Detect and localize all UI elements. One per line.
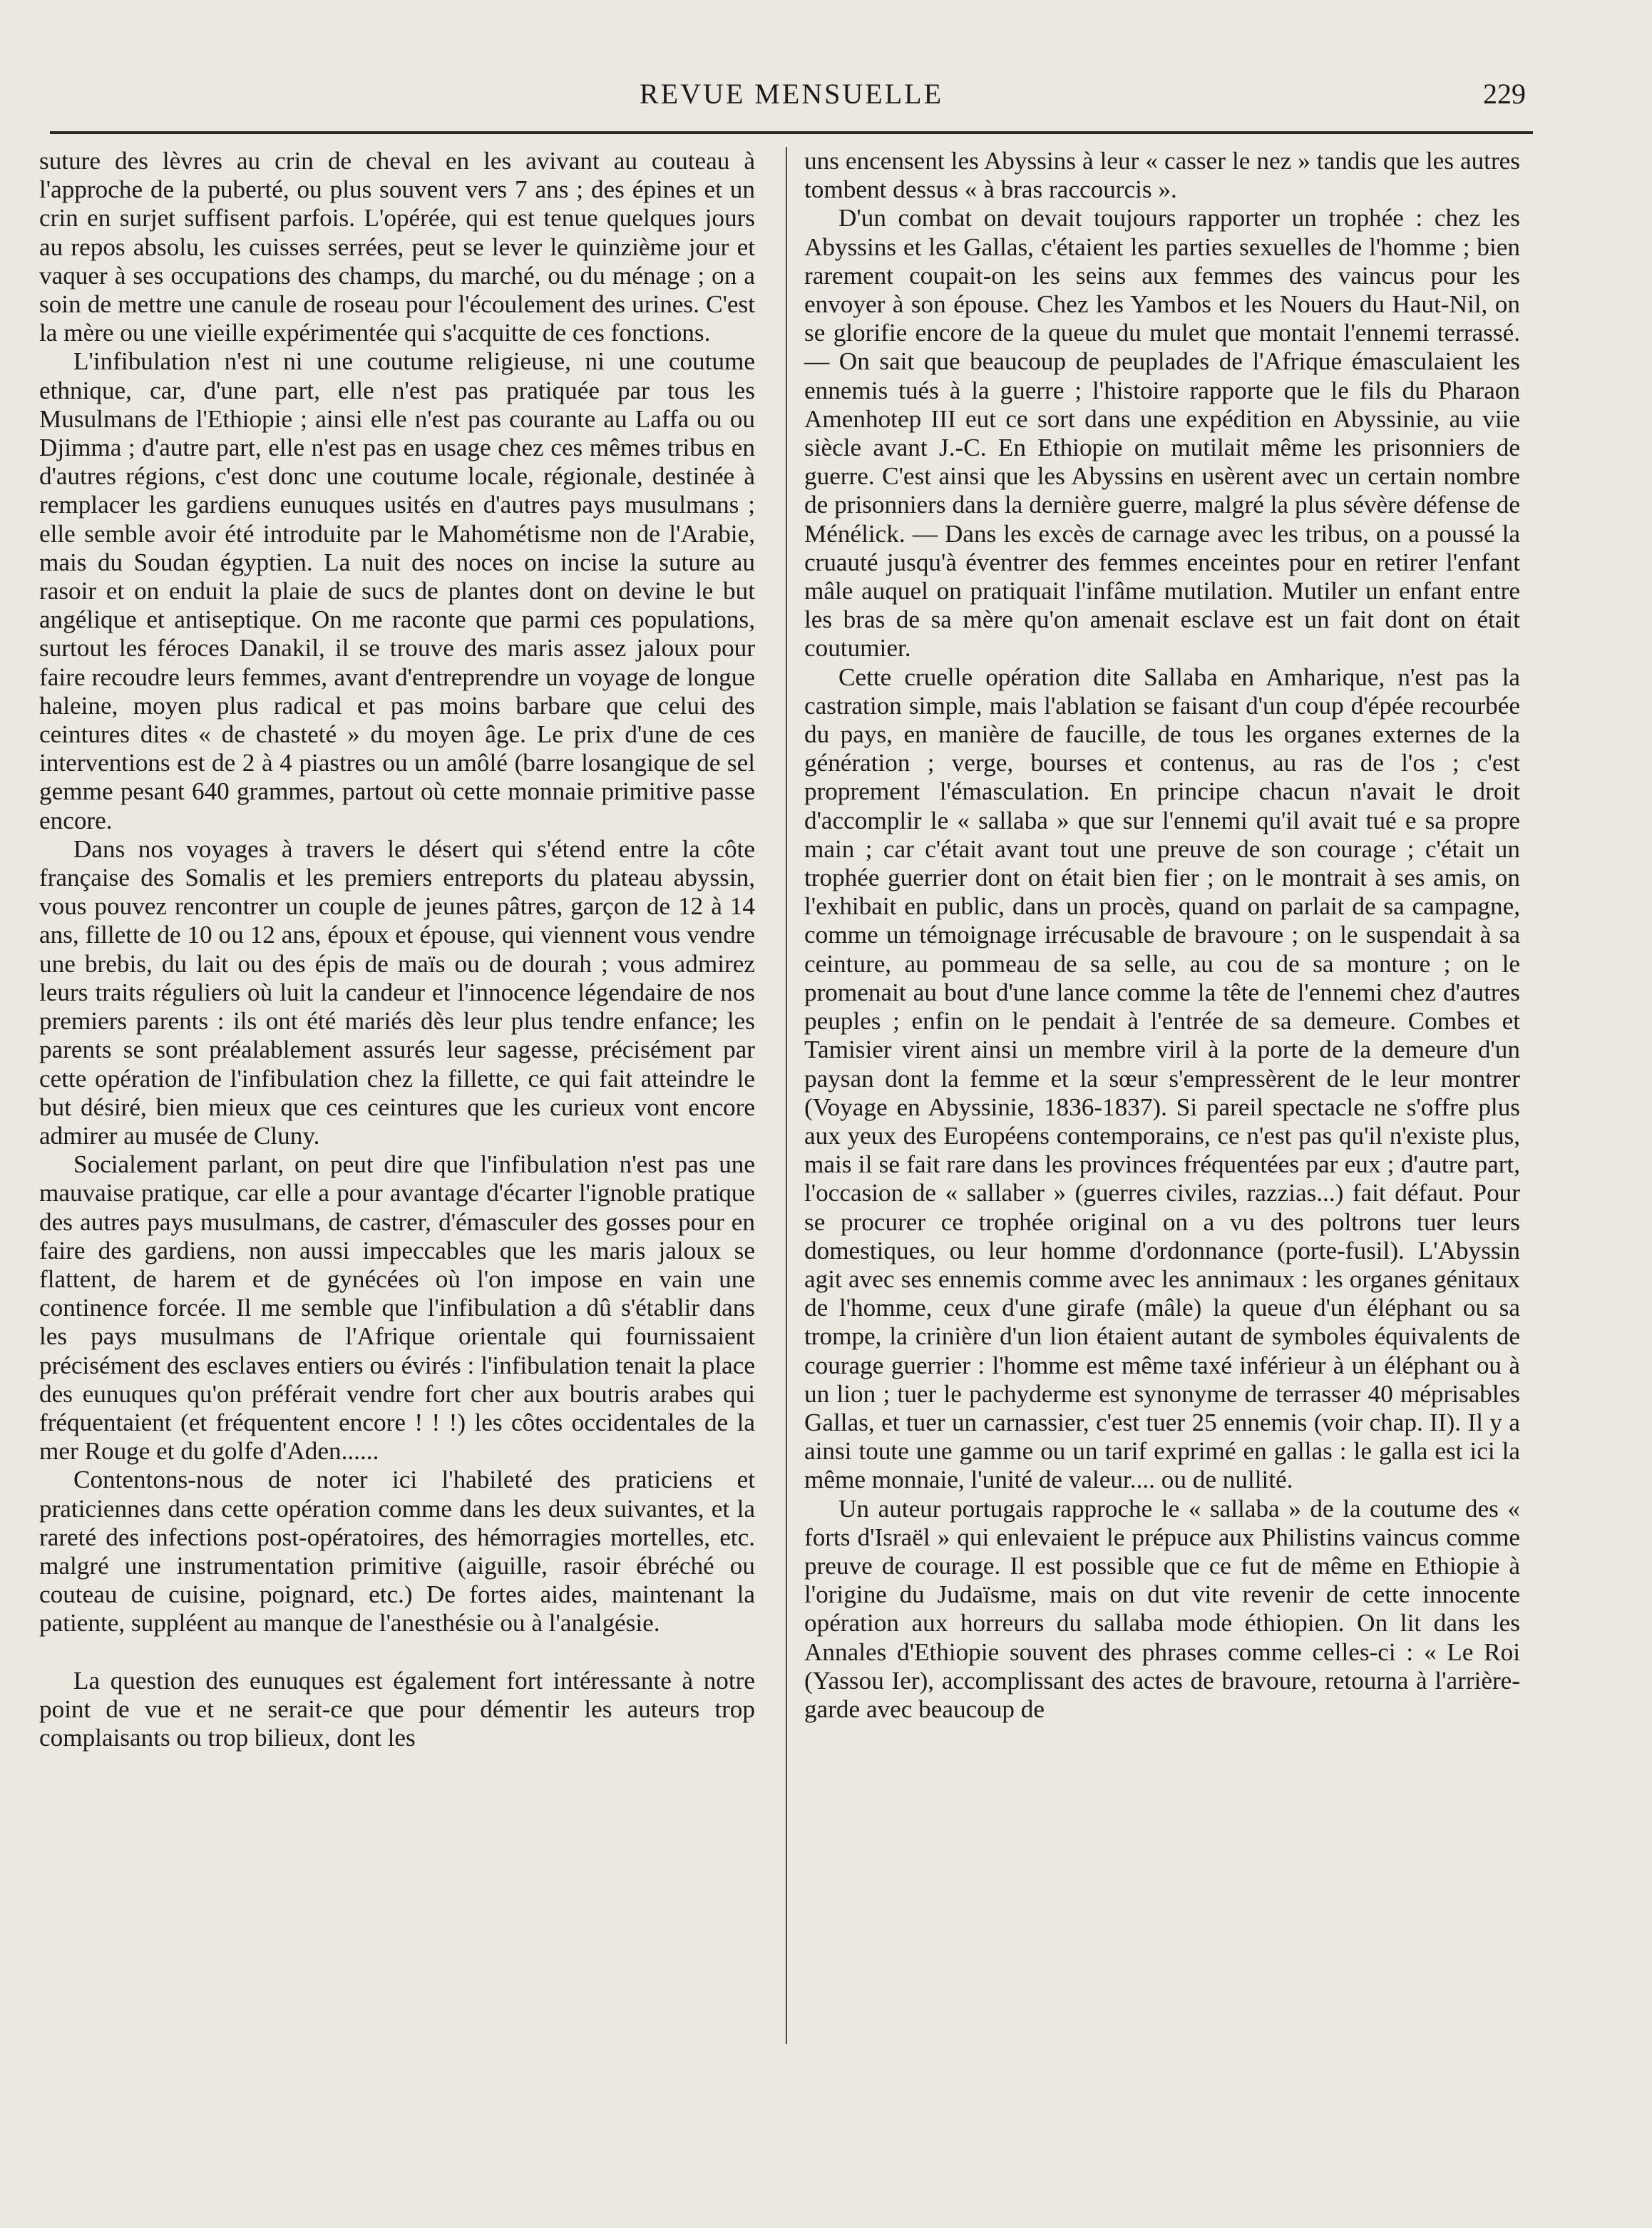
header-rule — [50, 131, 1533, 134]
running-title: REVUE MENSUELLE — [639, 78, 944, 110]
page-number: 229 — [1483, 78, 1526, 110]
right-column — [804, 147, 1520, 1724]
paragraph: La question des eunuques est également fort intéressante à notre point de vue et ne serait-ce que pour démentir les auteurs trop complaisants ou trop bilieux, dont les — [39, 1666, 755, 1752]
left-column — [39, 147, 755, 1752]
paragraph: Socialement parlant, on peut dire que l'infibulation n'est pas une mauvaise pratique, car elle a pour avantage d'écarter l'ignoble pratique des autres pays musulmans, de castrer, d'émasculer des gosses pour en faire des gardiens, non aussi impeccables que les maris jaloux se flattent, de harem et de gynécées où l'on impose en vain une continence forcée. Il me semble que l'infibulation a dû s'établir dans les pays musulmans de l'Afrique orientale qui fournissaient précisément des esclaves entiers ou évirés : l'infibulation tenait la place des eunuques qu'on préférait vendre fort cher aux boutris arabes qui fréquentaient (et fréquentent encore ! ! !) les côtes occidentales de la mer Rouge et du golfe d'Aden...... — [39, 1150, 755, 1466]
paragraph: suture des lèvres au crin de cheval en les avivant au couteau à l'approche de la puberté, ou plus souvent vers 7 ans ; des épines et un crin en surjet suffisent parfois. L'opérée, qui est tenue quelques jours au repos absolu, les cuisses serrées, peut se lever le quinzième jour et vaquer à ses occupations des champs, du marché, ou du ménage ; on a soin de mettre une canule de roseau pour l'écoulement des urines. C'est la mère ou une vieille expérimentée qui s'acquitte de ces fonctions. — [39, 147, 755, 347]
paragraph: Contentons-nous de noter ici l'habileté des praticiens et praticiennes dans cette opération comme dans les deux suivantes, et la rareté des infections post-opératoires, des hémorragies mortelles, etc. malgré une instrumentation primitive (aiguille, rasoir ébréché ou couteau de cuisine, poignard, etc.) De fortes aides, maintenant la patiente, suppléent au manque de l'anesthésie ou à l'analgésie. — [39, 1466, 755, 1637]
paragraph: L'infibulation n'est ni une coutume religieuse, ni une coutume ethnique, car, d'une part, elle n'est pas pratiquée par tous les Musulmans de l'Ethiopie ; ainsi elle n'est pas courante au Laffa ou ou Djimma ; d'autre part, elle n'est pas en usage chez ces mêmes tribus en d'autres régions, c'est donc une coutume locale, régionale, destinée à remplacer les gardiens eunuques usités en d'autres pays musulmans ; elle semble avoir été introduite par le Mahométisme non de l'Arabie, mais du Soudan égyptien. La nuit des noces on incise la suture au rasoir et on enduit la plaie de sucs de plantes dont on devine le but angélique et antiseptique. On me raconte que parmi ces populations, surtout les féroces Danakil, il se trouve des maris assez jaloux pour faire recoudre leurs femmes, avant d'entreprendre un voyage de longue haleine, moyen plus radical et pas moins barbare que celui des ceintures dites « de chasteté » du moyen âge. Le prix d'une de ces interventions est de 2 à 4 piastres ou un amôlé (barre losangique de sel gemme pesant 640 grammes, partout où cette monnaie primitive passe encore. — [39, 347, 755, 834]
paragraph: uns encensent les Abyssins à leur « casser le nez » tandis que les autres tombent dessus « à bras raccourcis ». — [804, 147, 1520, 204]
paragraph: D'un combat on devait toujours rapporter un trophée : chez les Abyssins et les Gallas, c'étaient les parties sexuelles de l'homme ; bien rarement coupait-on les seins aux femmes des vaincus pour les envoyer à son épouse. Chez les Yambos et les Nouers du Haut-Nil, on se glorifie encore de la queue du mulet que montait l'ennemi terrassé. — On sait que beaucoup de peuplades de l'Afrique émasculaient les ennemis tués à la guerre ; l'histoire rapporte que le fils du Pharaon Amenhotep III eut ce sort dans une expédition en Abyssinie, au viie siècle avant J.-C. En Ethiopie on mutilait même les prisonniers de guerre. C'est ainsi que les Abyssins en usèrent avec un certain nombre de prisonniers dans la dernière guerre, malgré la plus sévère défense de Ménélick. — Dans les excès de carnage avec les tribus, on a poussé la cruauté jusqu'à éventrer des femmes enceintes pour en retirer l'enfant mâle auquel on pratiquait l'infâme mutilation. Mutiler un enfant entre les bras de sa mère qu'on amenait esclave est un fait dont on était coutumier. — [804, 204, 1520, 663]
paragraph: Un auteur portugais rapproche le « sallaba » de la coutume des « forts d'Israël » qui enlevaient le prépuce aux Philistins vaincus comme preuve de courage. Il est possible que ce fut de même en Ethiopie à l'origine du Judaïsme, mais on dut vite revenir de cette innocente opération aux horreurs du sallaba mode éthiopien. On lit dans les Annales d'Ethiopie souvent des phrases comme celles-ci : « Le Roi (Yassou Ier), accomplissant des actes de bravoure, retourna à l'arrière-garde avec beaucoup de — [804, 1494, 1520, 1723]
paragraph: Dans nos voyages à travers le désert qui s'étend entre la côte française des Somalis et les premiers entreports du plateau abyssin, vous pouvez rencontrer un couple de jeunes pâtres, garçon de 12 à 14 ans, fillette de 10 ou 12 ans, époux et épouse, qui viennent vous vendre une brebis, du lait ou des épis de maïs ou de dourah ; vous admirez leurs traits réguliers où luit la candeur et l'innocence légendaire de nos premiers parents : ils ont été mariés dès leur plus tendre enfance; les parents se sont préalablement assurés leur sagesse, précisément par cette opération de l'infibulation chez la fillette, ce qui fait atteindre le but désiré, bien mieux que ces ceintures que les curieux vont encore admirer au musée de Cluny. — [39, 834, 755, 1150]
column-divider — [786, 147, 787, 2044]
page-header — [50, 68, 1533, 118]
paragraph: Cette cruelle opération dite Sallaba en Amharique, n'est pas la castration simple, mais l'ablation se faisant d'un coup d'épée recourbée du pays, en manière de faucille, de tous les organes externes de la génération ; verge, bourses et contenus, au ras de l'os ; c'est proprement l'émasculation. En principe chacun n'avait le droit d'accomplir le « sallaba » que sur l'ennemi qu'il avait tué e sa propre main ; car c'était avant tout une preuve de son courage ; c'était un trophée guerrier dont on était bien fier ; on le montrait à ses amis, on l'exhibait en public, dans un procès, quand on parlait de sa campagne, comme un témoignage irrécusable de bravoure ; on le suspendait à sa ceinture, au pommeau de sa selle, au cou de sa monture ; on le promenait au bout d'une lance comme la tête de l'ennemi chez d'autres peuples ; enfin on le pendait à l'entrée de sa demeure. Combes et Tamisier virent ainsi un membre viril à la porte de la demeure d'un paysan dont la femme et la sœur s'empressèrent de le leur montrer (Voyage en Abyssinie, 1836-1837). Si pareil spectacle ne s'offre plus aux yeux des Européens contemporains, ce n'est pas qu'il n'existe plus, mais il se fait rare dans les provinces fréquentées par eux ; d'autre part, l'occasion de « sallaber » (guerres civiles, razzias...) fait défaut. Pour se procurer ce trophée original on a vu des poltrons tuer leurs domestiques, ou leur homme d'ordonnance (porte-fusil). L'Abyssin agit avec ses ennemis comme avec les annimaux : les organes génitaux de l'homme, ceux d'une girafe (mâle) la queue d'un éléphant ou sa trompe, la crinière d'un lion étaient autant de symboles équivalents de courage guerrier : l'homme est même taxé inférieur à un éléphant ou à un lion ; tuer le pachyderme est synonyme de terrasser 40 méprisables Gallas, et tuer un carnassier, c'est tuer 25 ennemis (voir chap. II). Il y a ainsi toute une gamme ou un tarif exprimé en gallas : le galla est ici la même monnaie, l'unité de valeur.... ou de nullité. — [804, 663, 1520, 1494]
